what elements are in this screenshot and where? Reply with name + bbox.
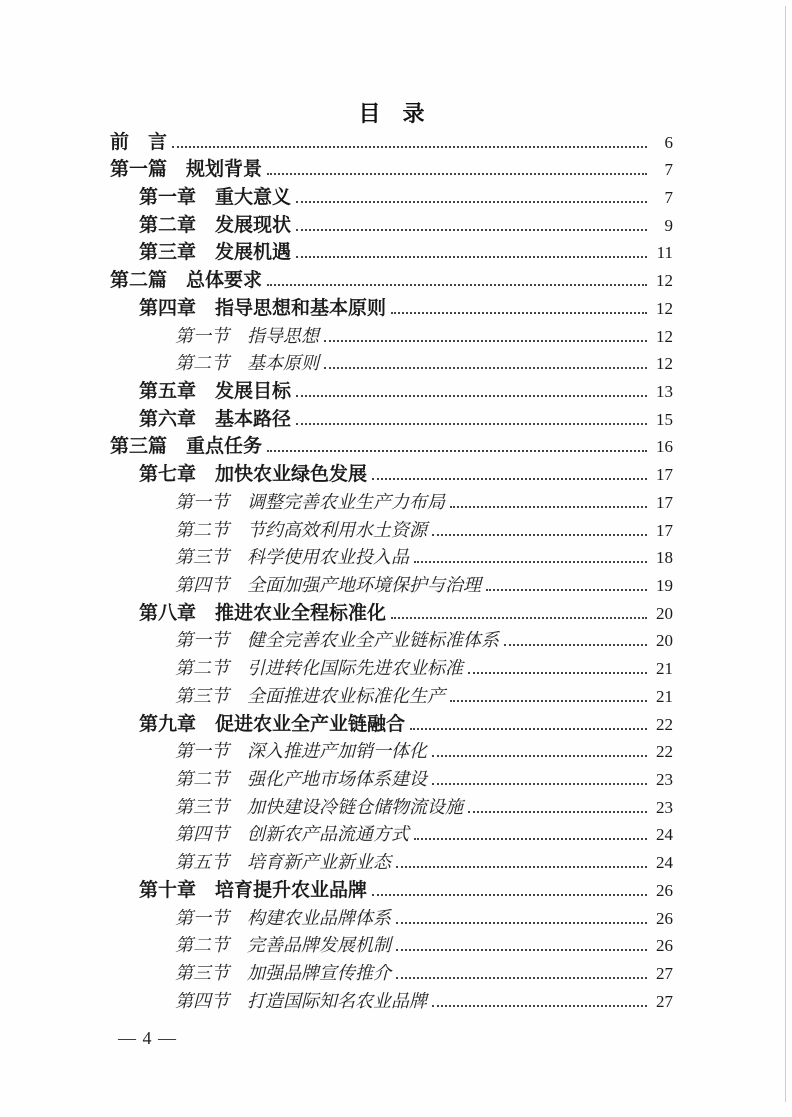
dot-leader [396,922,647,924]
toc-entry-page: 12 [656,298,673,318]
dot-leader [468,811,647,813]
toc-entry-page: 19 [656,576,673,595]
toc-entry-label: 第五节 培育新产业新业态 [175,852,391,873]
dot-leader [267,173,647,175]
toc-entry-page: 26 [656,936,673,956]
dot-leader [432,755,647,757]
toc-entry-page: 7 [664,187,673,207]
toc-entry [110,877,673,905]
toc-entry-label: 第一节 健全完善农业全产业链标准体系 [175,630,499,651]
toc-entry-label: 第一节 指导思想 [175,325,319,346]
toc-entry-label: 第五章 发展目标 [139,380,292,402]
dot-leader [396,977,647,979]
toc-entry [110,572,673,600]
toc-entry [110,433,673,461]
toc-entry-label: 第四节 打造国际知名农业品牌 [175,990,427,1011]
toc-entry-page: 22 [656,742,673,762]
dot-leader [372,478,647,480]
dot-leader [296,256,647,258]
toc-entry [110,184,673,212]
toc-entry [110,295,673,323]
toc-entry [110,655,673,683]
toc-entry-page: 17 [656,465,673,485]
toc-entry-page: 26 [656,880,673,900]
dot-leader [504,644,647,646]
toc-list [110,129,673,1016]
dot-leader [296,201,647,203]
toc-entry-label: 第二节 强化产地市场体系建设 [175,769,427,790]
toc-entry-page: 16 [656,437,673,457]
toc-entry-page: 24 [656,825,673,845]
toc-entry [110,489,673,517]
dot-leader [324,340,647,342]
dot-leader [396,866,647,868]
dot-leader [396,949,647,951]
toc-entry [110,156,673,184]
toc-entry-page: 13 [656,381,673,401]
toc-entry [110,738,673,766]
scan-edge-line [785,6,786,1102]
toc-entry-label: 第三章 发展机遇 [139,242,292,264]
toc-entry [110,461,673,489]
toc-entry-label: 第一章 重大意义 [139,186,292,208]
toc-entry-page: 27 [656,964,673,984]
toc-entry-label: 第九章 促进农业全产业链融合 [139,713,406,735]
dot-leader [267,450,647,452]
toc-entry-label: 第二节 基本原则 [175,353,319,374]
toc-entry-page: 21 [656,686,673,706]
toc-entry-label: 第七章 加快农业绿色发展 [139,464,368,486]
toc-entry [110,212,673,240]
toc-entry-label: 第三篇 重点任务 [110,436,263,458]
toc-entry [110,350,673,378]
toc-entry-page: 6 [664,132,673,152]
toc-entry [110,711,673,739]
toc-entry [110,821,673,849]
toc-entry-label: 前 言 [110,131,168,153]
toc-entry-page: 7 [664,160,673,180]
toc-content [110,99,673,1016]
toc-entry-label: 第八章 推进农业全程标准化 [139,602,387,624]
dot-leader [468,672,647,674]
toc-entry [110,988,673,1016]
toc-entry-page: 15 [656,409,673,429]
toc-entry-label: 第一节 深入推进产加销一体化 [175,741,427,762]
toc-entry [110,378,673,406]
toc-entry [110,600,673,628]
toc-entry-page: 21 [656,659,673,679]
dot-leader [432,534,647,536]
toc-entry-page: 9 [664,215,673,235]
toc-entry [110,905,673,933]
toc-entry-label: 第四节 创新农产品流通方式 [175,824,409,845]
toc-entry [110,129,673,157]
toc-entry-label: 第四节 全面加强产地环境保护与治理 [175,575,481,595]
toc-entry-page: 17 [656,492,673,512]
toc-entry [110,627,673,655]
toc-entry-page: 27 [656,991,673,1011]
toc-entry [110,406,673,434]
dot-leader [172,146,647,148]
dot-leader [391,617,647,619]
toc-entry-page: 17 [656,520,673,540]
dot-leader [450,506,647,508]
dot-leader [450,700,647,702]
dot-leader [432,1005,647,1007]
toc-entry-page: 20 [656,631,673,651]
toc-entry-label: 第一节 调整完善农业生产力布局 [175,491,445,512]
toc-entry-label: 第十章 培育提升农业品牌 [139,879,368,901]
dot-leader [410,728,647,730]
toc-entry-page: 12 [656,354,673,374]
toc-entry-page: 26 [656,908,673,928]
toc-entry-label: 第二篇 总体要求 [110,270,263,292]
dot-leader [414,561,647,563]
toc-entry-label: 第一篇 规划背景 [110,159,263,181]
dot-leader [372,894,647,896]
toc-entry-page: 24 [656,853,673,873]
dot-leader [486,589,647,591]
toc-entry [110,932,673,960]
toc-entry-label: 第二节 引进转化国际先进农业标准 [175,658,463,679]
dot-leader [267,284,647,286]
toc-entry-label: 第三节 科学使用农业投入品 [175,547,409,568]
toc-entry [110,239,673,267]
dot-leader [414,838,647,840]
toc-entry [110,267,673,295]
toc-entry-page: 12 [656,271,673,291]
toc-entry-label: 第二章 发展现状 [139,214,292,236]
toc-entry [110,683,673,711]
toc-entry [110,544,673,572]
toc-entry-page: 22 [656,714,673,734]
toc-entry-page: 23 [656,770,673,790]
toc-entry-page: 12 [656,326,673,346]
toc-entry-page: 20 [656,603,673,623]
dot-leader [296,229,647,231]
dot-leader [391,312,647,314]
toc-entry [110,849,673,877]
toc-entry-label: 第一节 构建农业品牌体系 [175,907,391,928]
toc-entry [110,323,673,351]
toc-entry [110,794,673,822]
toc-entry [110,517,673,545]
toc-entry [110,960,673,988]
dot-leader [432,783,647,785]
toc-entry-label: 第四章 指导思想和基本原则 [139,297,387,319]
toc-entry-page: 11 [656,243,673,263]
dot-leader [324,367,647,369]
toc-entry-label: 第六章 基本路径 [139,408,292,430]
toc-entry-label: 第三节 全面推进农业标准化生产 [175,685,445,706]
toc-entry-label: 第二节 完善品牌发展机制 [175,935,391,956]
toc-entry-label: 第三节 加强品牌宣传推介 [175,963,391,984]
toc-entry-page: 18 [656,548,673,568]
toc-title: 目 录 [358,101,425,126]
toc-entry-label: 第二节 节约高效利用水土资源 [175,519,427,540]
dot-leader [296,395,647,397]
dot-leader [296,423,647,425]
page-number-footer: — 4 — [118,1028,177,1048]
toc-entry-page: 23 [656,797,673,817]
toc-entry-label: 第三节 加快建设冷链仓储物流设施 [175,796,463,817]
toc-entry [110,766,673,794]
